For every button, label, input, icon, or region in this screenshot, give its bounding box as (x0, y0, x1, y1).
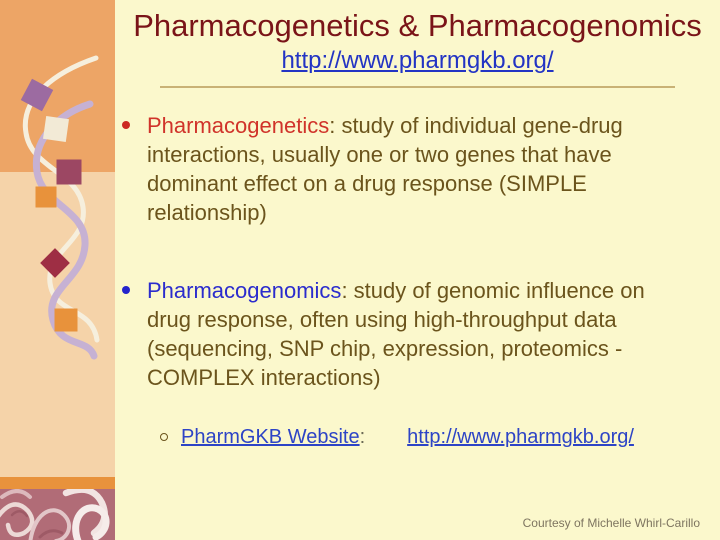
bullet-line-3: (sequencing, SNP chip, expression, proteomics - (147, 336, 623, 361)
bullet-line-1: : study of individual gene-drug (329, 113, 623, 138)
bullet-line-1: : study of genomic influence on (341, 278, 645, 303)
header (115, 0, 720, 88)
credit-text: Courtesy of Michelle Whirl-Carillo (522, 516, 700, 530)
title-divider (160, 86, 675, 88)
blue-dot-bullet-icon (122, 286, 130, 294)
bullet-line-3: dominant effect on a drug response (SIMPLE (147, 171, 587, 196)
scroll-texture-icon (0, 489, 115, 540)
accent-bar (0, 477, 115, 489)
bullet-pharmacogenomics (118, 276, 703, 392)
dna-helix-icon (0, 0, 115, 400)
bullet-text (147, 111, 703, 227)
bullet-lead: Pharmacogenomics (147, 278, 342, 303)
bullet-line-4: relationship) (147, 200, 267, 225)
bullet-pharmacogenetics (118, 111, 703, 227)
bullet-text (147, 276, 703, 392)
bullet-line-2: interactions, usually one or two genes that have (147, 142, 612, 167)
pharmgkb-title-link[interactable]: http://www.pharmgkb.org/ (281, 47, 554, 74)
bullet-lead: Pharmacogenetics (147, 113, 330, 138)
sub-bullet-colon: : (359, 426, 366, 448)
hollow-circle-bullet-icon (160, 433, 168, 441)
bullet-line-2: drug response, often using high-throughput data (147, 307, 617, 332)
sub-bullet-pharmgkb (160, 426, 634, 449)
pharmgkb-url-link[interactable]: http://www.pharmgkb.org/ (407, 426, 634, 448)
sidebar-decoration (0, 0, 115, 540)
red-dot-bullet-icon (122, 121, 130, 129)
pharmgkb-website-link[interactable]: PharmGKB Website (181, 426, 360, 448)
page-title: Pharmacogenetics & Pharmacogenomics (133, 8, 702, 43)
bullet-line-4: COMPLEX interactions) (147, 365, 381, 390)
